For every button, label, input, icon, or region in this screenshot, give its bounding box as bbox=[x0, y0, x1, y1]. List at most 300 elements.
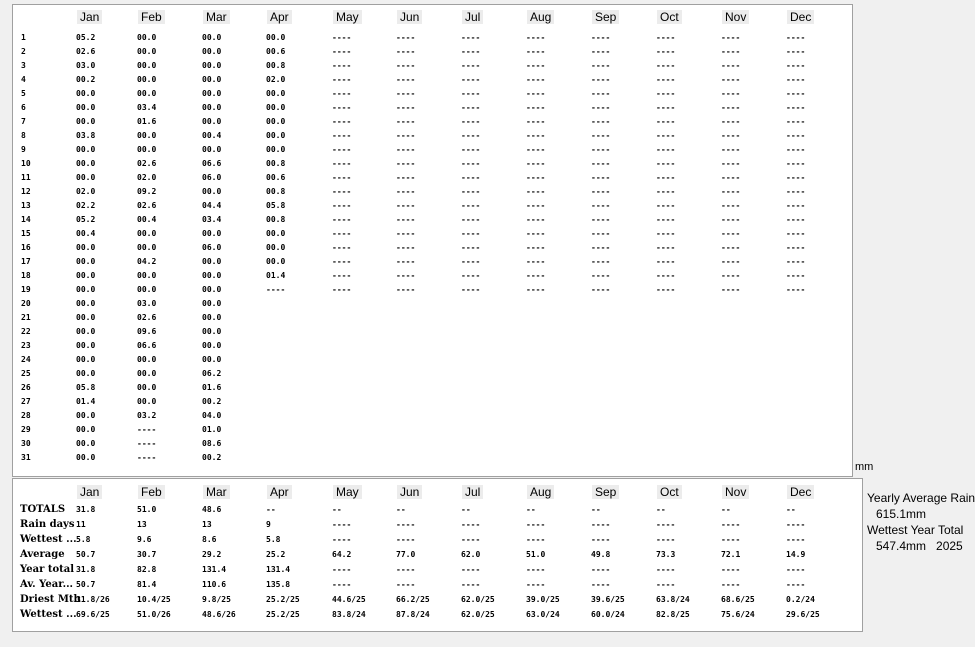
daily-value: ---- bbox=[656, 271, 676, 280]
daily-value: 08.6 bbox=[202, 439, 222, 448]
summary-value: ---- bbox=[332, 535, 352, 544]
daily-value: ---- bbox=[332, 61, 352, 70]
summary-value: 31.8 bbox=[76, 505, 96, 514]
summary-value: 60.0/24 bbox=[591, 610, 625, 619]
yearly-average-label: Yearly Average Rain bbox=[867, 491, 975, 505]
daily-value: ---- bbox=[656, 61, 676, 70]
summary-value: 63.0/24 bbox=[526, 610, 560, 619]
daily-value: ---- bbox=[786, 271, 806, 280]
summary-value: 82.8 bbox=[137, 565, 157, 574]
summary-value: 31.8/26 bbox=[76, 595, 110, 604]
daily-value: 02.0 bbox=[76, 187, 96, 196]
daily-value: ---- bbox=[786, 243, 806, 252]
summary-value: 62.0 bbox=[461, 550, 481, 559]
daily-value: ---- bbox=[721, 173, 741, 182]
daily-value: 00.8 bbox=[266, 187, 286, 196]
daily-value: ---- bbox=[656, 47, 676, 56]
daily-value: ---- bbox=[786, 117, 806, 126]
daily-value: ---- bbox=[396, 215, 416, 224]
daily-value: ---- bbox=[656, 89, 676, 98]
daily-value: 05.8 bbox=[76, 383, 96, 392]
daily-value: ---- bbox=[721, 285, 741, 294]
daily-value: ---- bbox=[591, 75, 611, 84]
daily-value: ---- bbox=[591, 243, 611, 252]
daily-value: 06.0 bbox=[202, 173, 222, 182]
daily-value: 03.4 bbox=[202, 215, 222, 224]
yearly-average-value: 615.1mm bbox=[876, 507, 927, 521]
summary-value: ---- bbox=[656, 535, 676, 544]
daily-value: ---- bbox=[332, 159, 352, 168]
daily-value: 00.0 bbox=[76, 453, 96, 462]
daily-value: 00.8 bbox=[266, 215, 286, 224]
daily-value: 00.0 bbox=[137, 229, 157, 238]
summary-value: ---- bbox=[656, 520, 676, 529]
summary-value: -- bbox=[332, 505, 342, 514]
daily-value: ---- bbox=[396, 103, 416, 112]
daily-value: 04.2 bbox=[137, 257, 157, 266]
daily-value: ---- bbox=[526, 173, 546, 182]
day-number: 28 bbox=[21, 411, 31, 420]
daily-value: ---- bbox=[461, 61, 481, 70]
summary-value: -- bbox=[461, 505, 471, 514]
summary-value: 9.6 bbox=[137, 535, 152, 544]
daily-value: ---- bbox=[656, 215, 676, 224]
daily-value: ---- bbox=[591, 47, 611, 56]
daily-value: ---- bbox=[396, 61, 416, 70]
daily-value: ---- bbox=[137, 425, 157, 434]
daily-value: 00.0 bbox=[137, 355, 157, 364]
daily-value: 01.0 bbox=[202, 425, 222, 434]
summary-value: 62.0/25 bbox=[461, 610, 495, 619]
daily-value: ---- bbox=[721, 187, 741, 196]
daily-value: ---- bbox=[332, 215, 352, 224]
daily-value: ---- bbox=[786, 131, 806, 140]
daily-value: ---- bbox=[137, 453, 157, 462]
summary-value: ---- bbox=[396, 520, 416, 529]
daily-value: ---- bbox=[591, 33, 611, 42]
daily-value: 00.0 bbox=[137, 75, 157, 84]
daily-value: 00.0 bbox=[202, 341, 222, 350]
day-number: 11 bbox=[21, 173, 31, 182]
summary-month-header-may: May bbox=[333, 485, 362, 499]
summary-value: 64.2 bbox=[332, 550, 352, 559]
summary-value: -- bbox=[266, 505, 276, 514]
daily-value: 00.0 bbox=[137, 47, 157, 56]
daily-value: ---- bbox=[721, 145, 741, 154]
daily-value: ---- bbox=[786, 145, 806, 154]
daily-value: 00.0 bbox=[137, 243, 157, 252]
summary-value: 82.8/25 bbox=[656, 610, 690, 619]
daily-value: ---- bbox=[526, 159, 546, 168]
daily-value: ---- bbox=[656, 131, 676, 140]
daily-value: 03.0 bbox=[76, 61, 96, 70]
summary-value: ---- bbox=[461, 565, 481, 574]
daily-value: ---- bbox=[332, 145, 352, 154]
day-number: 2 bbox=[21, 47, 26, 56]
month-header-jan: Jan bbox=[77, 10, 102, 24]
daily-value: 00.2 bbox=[202, 397, 222, 406]
day-number: 23 bbox=[21, 341, 31, 350]
summary-value: ---- bbox=[591, 535, 611, 544]
summary-value: 8.6 bbox=[202, 535, 217, 544]
daily-value: 00.8 bbox=[266, 61, 286, 70]
summary-value: ---- bbox=[526, 580, 546, 589]
summary-row-label: Average bbox=[20, 549, 65, 560]
summary-value: 29.6/25 bbox=[786, 610, 820, 619]
daily-value: ---- bbox=[721, 229, 741, 238]
daily-value: ---- bbox=[396, 201, 416, 210]
daily-value: ---- bbox=[526, 285, 546, 294]
daily-value: ---- bbox=[396, 187, 416, 196]
day-number: 16 bbox=[21, 243, 31, 252]
summary-value: ---- bbox=[461, 520, 481, 529]
daily-value: ---- bbox=[396, 271, 416, 280]
daily-value: ---- bbox=[526, 75, 546, 84]
daily-value: ---- bbox=[656, 187, 676, 196]
daily-value: 00.0 bbox=[202, 355, 222, 364]
summary-value: 39.0/25 bbox=[526, 595, 560, 604]
daily-value: ---- bbox=[656, 75, 676, 84]
day-number: 17 bbox=[21, 257, 31, 266]
daily-value: ---- bbox=[721, 131, 741, 140]
summary-value: 63.8/24 bbox=[656, 595, 690, 604]
daily-value: ---- bbox=[721, 215, 741, 224]
daily-value: ---- bbox=[526, 61, 546, 70]
daily-value: ---- bbox=[461, 103, 481, 112]
daily-value: 00.0 bbox=[76, 355, 96, 364]
summary-value: ---- bbox=[526, 520, 546, 529]
daily-value: 02.6 bbox=[137, 313, 157, 322]
daily-value: 00.0 bbox=[76, 243, 96, 252]
month-header-jun: Jun bbox=[397, 10, 422, 24]
daily-value: ---- bbox=[461, 285, 481, 294]
daily-value: ---- bbox=[786, 33, 806, 42]
day-number: 10 bbox=[21, 159, 31, 168]
day-number: 19 bbox=[21, 285, 31, 294]
summary-month-header-nov: Nov bbox=[722, 485, 749, 499]
daily-value: 00.0 bbox=[76, 425, 96, 434]
daily-value: 03.4 bbox=[137, 103, 157, 112]
summary-value: ---- bbox=[656, 565, 676, 574]
daily-value: ---- bbox=[461, 215, 481, 224]
daily-value: ---- bbox=[461, 89, 481, 98]
daily-value: 01.4 bbox=[266, 271, 286, 280]
daily-value: ---- bbox=[396, 89, 416, 98]
daily-rainfall-grid bbox=[12, 4, 853, 477]
day-number: 8 bbox=[21, 131, 26, 140]
summary-value: ---- bbox=[721, 520, 741, 529]
summary-row-label: Rain days bbox=[20, 519, 75, 530]
daily-value: ---- bbox=[526, 47, 546, 56]
summary-value: 51.0 bbox=[137, 505, 157, 514]
daily-value: 03.2 bbox=[137, 411, 157, 420]
summary-value: ---- bbox=[721, 580, 741, 589]
daily-value: 02.6 bbox=[137, 201, 157, 210]
summary-value: -- bbox=[721, 505, 731, 514]
day-number: 15 bbox=[21, 229, 31, 238]
summary-value: ---- bbox=[786, 580, 806, 589]
daily-value: 00.2 bbox=[76, 75, 96, 84]
daily-value: 02.2 bbox=[76, 201, 96, 210]
day-number: 1 bbox=[21, 33, 26, 42]
daily-value: ---- bbox=[656, 173, 676, 182]
daily-value: ---- bbox=[786, 187, 806, 196]
daily-value: 00.0 bbox=[76, 89, 96, 98]
daily-value: ---- bbox=[332, 47, 352, 56]
summary-value: 25.2/25 bbox=[266, 595, 300, 604]
summary-month-header-aug: Aug bbox=[527, 485, 554, 499]
daily-value: 00.0 bbox=[202, 229, 222, 238]
daily-value: ---- bbox=[591, 145, 611, 154]
daily-value: ---- bbox=[526, 215, 546, 224]
daily-value: 00.0 bbox=[202, 145, 222, 154]
daily-value: ---- bbox=[591, 117, 611, 126]
daily-value: 00.0 bbox=[137, 89, 157, 98]
daily-value: ---- bbox=[396, 117, 416, 126]
summary-value: ---- bbox=[332, 565, 352, 574]
daily-value: ---- bbox=[786, 47, 806, 56]
daily-value: ---- bbox=[721, 159, 741, 168]
daily-value: 00.0 bbox=[266, 229, 286, 238]
daily-value: ---- bbox=[526, 145, 546, 154]
daily-value: ---- bbox=[396, 285, 416, 294]
daily-value: 06.6 bbox=[137, 341, 157, 350]
daily-value: ---- bbox=[721, 33, 741, 42]
daily-value: ---- bbox=[526, 117, 546, 126]
daily-value: 09.6 bbox=[137, 327, 157, 336]
wettest-year-label: Wettest Year Total bbox=[867, 523, 964, 537]
summary-value: 9 bbox=[266, 520, 271, 529]
daily-value: ---- bbox=[461, 159, 481, 168]
daily-value: ---- bbox=[461, 201, 481, 210]
summary-value: 50.7 bbox=[76, 550, 96, 559]
month-header-jul: Jul bbox=[462, 10, 483, 24]
summary-value: 50.7 bbox=[76, 580, 96, 589]
daily-value: ---- bbox=[396, 33, 416, 42]
daily-value: 00.0 bbox=[137, 397, 157, 406]
daily-value: ---- bbox=[721, 61, 741, 70]
summary-row-label: TOTALS bbox=[20, 504, 66, 515]
daily-value: ---- bbox=[591, 103, 611, 112]
daily-value: ---- bbox=[461, 75, 481, 84]
summary-value: 13 bbox=[202, 520, 212, 529]
day-number: 5 bbox=[21, 89, 26, 98]
daily-value: 00.0 bbox=[76, 313, 96, 322]
daily-value: ---- bbox=[721, 89, 741, 98]
summary-value: 81.4 bbox=[137, 580, 157, 589]
summary-value: 62.0/25 bbox=[461, 595, 495, 604]
daily-value: 00.0 bbox=[266, 131, 286, 140]
daily-value: ---- bbox=[396, 145, 416, 154]
daily-value: 01.6 bbox=[202, 383, 222, 392]
daily-value: ---- bbox=[396, 243, 416, 252]
summary-value: ---- bbox=[332, 580, 352, 589]
daily-value: 00.0 bbox=[202, 103, 222, 112]
daily-value: ---- bbox=[461, 187, 481, 196]
daily-value: ---- bbox=[591, 159, 611, 168]
summary-value: ---- bbox=[721, 535, 741, 544]
summary-month-header-oct: Oct bbox=[657, 485, 682, 499]
summary-value: 131.4 bbox=[266, 565, 291, 574]
day-number: 20 bbox=[21, 299, 31, 308]
daily-value: ---- bbox=[526, 33, 546, 42]
daily-value: ---- bbox=[396, 131, 416, 140]
summary-value: 51.0/26 bbox=[137, 610, 171, 619]
daily-value: ---- bbox=[461, 257, 481, 266]
summary-value: ---- bbox=[332, 520, 352, 529]
day-number: 13 bbox=[21, 201, 31, 210]
daily-value: ---- bbox=[526, 201, 546, 210]
month-header-aug: Aug bbox=[527, 10, 554, 24]
summary-value: 73.3 bbox=[656, 550, 676, 559]
daily-value: 05.2 bbox=[76, 215, 96, 224]
daily-value: 00.0 bbox=[76, 159, 96, 168]
daily-value: 04.0 bbox=[202, 411, 222, 420]
summary-value: 51.0 bbox=[526, 550, 546, 559]
summary-row-label: Wettest ... bbox=[20, 609, 77, 620]
daily-value: 06.0 bbox=[202, 243, 222, 252]
daily-value: 00.0 bbox=[266, 103, 286, 112]
daily-value: ---- bbox=[786, 215, 806, 224]
daily-value: ---- bbox=[461, 271, 481, 280]
daily-value: 00.0 bbox=[137, 131, 157, 140]
daily-value: ---- bbox=[332, 243, 352, 252]
summary-month-header-feb: Feb bbox=[138, 485, 165, 499]
summary-value: -- bbox=[591, 505, 601, 514]
month-header-mar: Mar bbox=[203, 10, 230, 24]
summary-value: 49.8 bbox=[591, 550, 611, 559]
daily-value: 00.0 bbox=[76, 285, 96, 294]
daily-value: 00.0 bbox=[76, 173, 96, 182]
daily-value: ---- bbox=[591, 229, 611, 238]
summary-value: 30.7 bbox=[137, 550, 157, 559]
daily-value: ---- bbox=[656, 103, 676, 112]
daily-value: ---- bbox=[461, 229, 481, 238]
day-number: 22 bbox=[21, 327, 31, 336]
daily-value: ---- bbox=[721, 271, 741, 280]
daily-value: 09.2 bbox=[137, 187, 157, 196]
daily-value: ---- bbox=[721, 257, 741, 266]
summary-month-header-jul: Jul bbox=[462, 485, 483, 499]
daily-value: ---- bbox=[721, 117, 741, 126]
daily-value: ---- bbox=[591, 61, 611, 70]
summary-value: ---- bbox=[721, 565, 741, 574]
summary-month-header-mar: Mar bbox=[203, 485, 230, 499]
daily-value: 06.2 bbox=[202, 369, 222, 378]
daily-value: 00.6 bbox=[266, 173, 286, 182]
daily-value: 00.0 bbox=[137, 33, 157, 42]
daily-value: ---- bbox=[656, 257, 676, 266]
daily-value: ---- bbox=[786, 61, 806, 70]
daily-value: ---- bbox=[396, 47, 416, 56]
summary-value: ---- bbox=[786, 520, 806, 529]
daily-value: 00.0 bbox=[202, 187, 222, 196]
daily-value: 01.6 bbox=[137, 117, 157, 126]
daily-value: ---- bbox=[461, 47, 481, 56]
daily-value: ---- bbox=[396, 229, 416, 238]
daily-value: 00.0 bbox=[202, 327, 222, 336]
daily-value: 00.0 bbox=[76, 369, 96, 378]
daily-value: 00.0 bbox=[76, 271, 96, 280]
daily-value: ---- bbox=[656, 145, 676, 154]
day-number: 26 bbox=[21, 383, 31, 392]
daily-value: 00.0 bbox=[202, 271, 222, 280]
month-header-may: May bbox=[333, 10, 362, 24]
daily-value: 00.0 bbox=[76, 299, 96, 308]
summary-value: -- bbox=[396, 505, 406, 514]
day-number: 7 bbox=[21, 117, 26, 126]
daily-value: 00.0 bbox=[137, 369, 157, 378]
daily-value: ---- bbox=[461, 117, 481, 126]
summary-value: ---- bbox=[396, 580, 416, 589]
daily-value: ---- bbox=[332, 131, 352, 140]
day-number: 31 bbox=[21, 453, 31, 462]
summary-value: 11 bbox=[76, 520, 86, 529]
summary-month-header-jan: Jan bbox=[77, 485, 102, 499]
daily-value: 00.0 bbox=[266, 89, 286, 98]
daily-value: ---- bbox=[526, 229, 546, 238]
month-header-sep: Sep bbox=[592, 10, 619, 24]
daily-value: ---- bbox=[461, 145, 481, 154]
daily-value: ---- bbox=[591, 201, 611, 210]
daily-value: 02.0 bbox=[266, 75, 286, 84]
month-header-oct: Oct bbox=[657, 10, 682, 24]
summary-value: 87.8/24 bbox=[396, 610, 430, 619]
summary-value: 9.8/25 bbox=[202, 595, 231, 604]
daily-value: ---- bbox=[656, 243, 676, 252]
wettest-year-value: 547.4mm 2025 bbox=[876, 539, 963, 553]
day-number: 29 bbox=[21, 425, 31, 434]
month-header-apr: Apr bbox=[267, 10, 292, 24]
daily-value: ---- bbox=[332, 117, 352, 126]
daily-value: 02.6 bbox=[76, 47, 96, 56]
daily-value: 03.8 bbox=[76, 131, 96, 140]
daily-value: ---- bbox=[591, 131, 611, 140]
day-number: 27 bbox=[21, 397, 31, 406]
daily-value: 00.0 bbox=[137, 285, 157, 294]
daily-value: ---- bbox=[786, 229, 806, 238]
daily-value: 04.4 bbox=[202, 201, 222, 210]
daily-value: ---- bbox=[137, 439, 157, 448]
summary-value: ---- bbox=[786, 565, 806, 574]
summary-value: -- bbox=[656, 505, 666, 514]
day-number: 4 bbox=[21, 75, 26, 84]
day-number: 24 bbox=[21, 355, 31, 364]
summary-value: ---- bbox=[591, 580, 611, 589]
daily-value: ---- bbox=[396, 75, 416, 84]
daily-value: 03.0 bbox=[137, 299, 157, 308]
day-number: 9 bbox=[21, 145, 26, 154]
daily-value: 00.0 bbox=[202, 33, 222, 42]
summary-value: 0.2/24 bbox=[786, 595, 815, 604]
day-number: 30 bbox=[21, 439, 31, 448]
daily-value: 00.8 bbox=[266, 159, 286, 168]
daily-value: ---- bbox=[526, 257, 546, 266]
daily-value: 00.0 bbox=[76, 103, 96, 112]
daily-value: 00.2 bbox=[202, 453, 222, 462]
summary-value: 13 bbox=[137, 520, 147, 529]
daily-value: ---- bbox=[526, 89, 546, 98]
month-header-feb: Feb bbox=[138, 10, 165, 24]
daily-value: 00.0 bbox=[76, 145, 96, 154]
daily-value: ---- bbox=[786, 103, 806, 112]
daily-value: ---- bbox=[591, 285, 611, 294]
daily-value: ---- bbox=[591, 215, 611, 224]
daily-value: 00.0 bbox=[137, 383, 157, 392]
summary-value: 5.8 bbox=[266, 535, 281, 544]
daily-value: 00.0 bbox=[202, 75, 222, 84]
daily-value: 00.0 bbox=[76, 257, 96, 266]
